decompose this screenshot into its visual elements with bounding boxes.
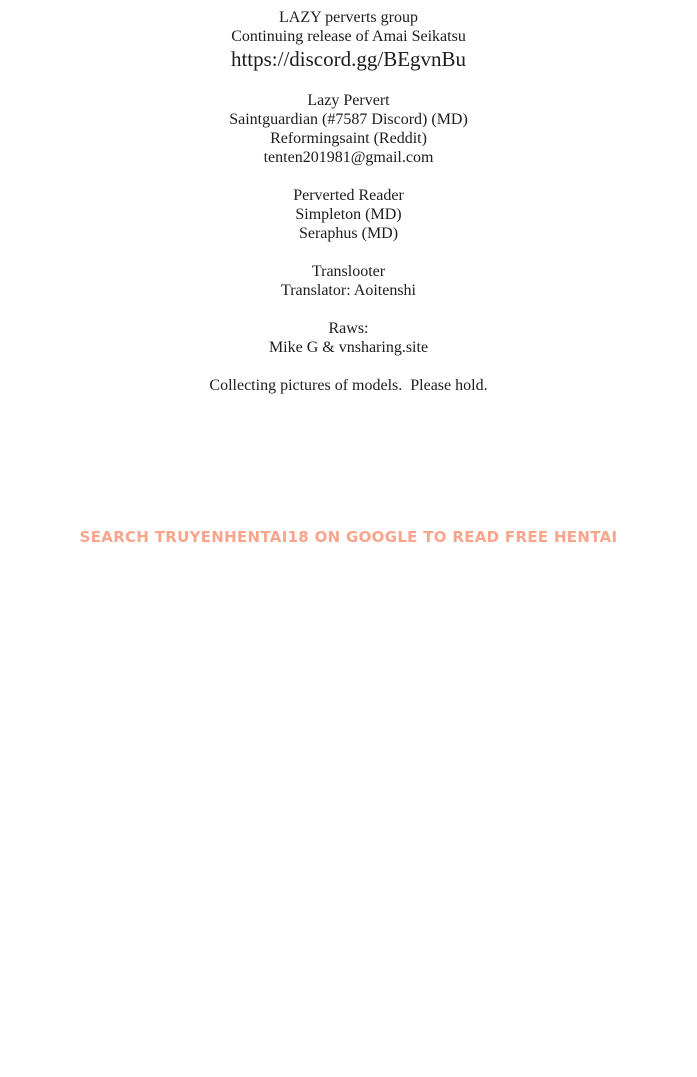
credit-section-raws [0, 319, 697, 357]
credit-role: Translooter [311, 263, 386, 280]
credit-role: Raws: [328, 320, 369, 337]
discord-invite-link: https://discord.gg/BEgvnBu [230, 47, 467, 71]
credit-line: Translator: Aoitenshi [281, 282, 416, 299]
credit-section-translooter [0, 262, 697, 300]
watermark-text: SEARCH TRUYENHENTAI18 ON GOOGLE TO READ FREE HENTAI [79, 528, 618, 546]
credit-line: Saintguardian (#7587 Discord) (MD) [229, 111, 468, 128]
status-note: Collecting pictures of models. Please hold. [209, 377, 488, 394]
credit-role: Lazy Pervert [307, 92, 390, 109]
credit-line: Seraphus (MD) [298, 225, 399, 242]
credit-line: Mike G & vnsharing.site [268, 339, 429, 356]
credit-section-perverted-reader [0, 186, 697, 243]
group-name: LAZY perverts group [279, 9, 418, 26]
credit-line-email: tenten201981@gmail.com [263, 149, 434, 166]
credit-role: Perverted Reader [293, 187, 404, 204]
header-section [0, 8, 697, 72]
credit-section-lazy-pervert [0, 91, 697, 167]
credit-line: Simpleton (MD) [295, 206, 402, 223]
credit-line: Reformingsaint (Reddit) [270, 130, 427, 147]
release-subtitle: Continuing release of Amai Seikatsu [231, 28, 466, 45]
